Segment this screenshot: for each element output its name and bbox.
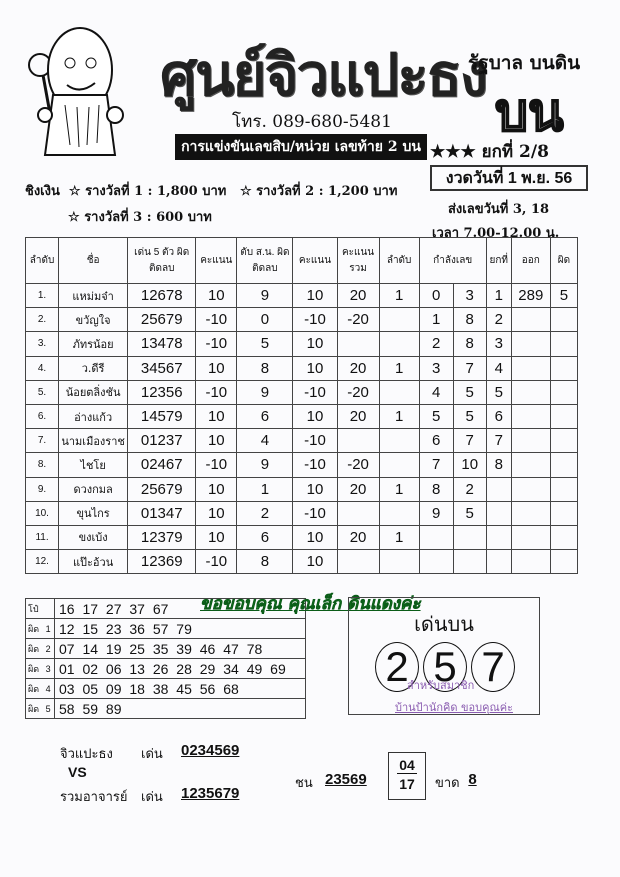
prize-line-1 xyxy=(25,180,397,201)
table-cell: 3 xyxy=(419,356,453,380)
send-dates: ส่งเลขวันที่ 3, 18 xyxy=(448,202,550,217)
table-cell: 12356 xyxy=(128,380,196,404)
table-cell: 5 xyxy=(550,284,577,308)
table-cell: 8 xyxy=(237,356,293,380)
table-cell xyxy=(337,550,379,574)
table-cell: 20 xyxy=(337,356,379,380)
table-cell: 10 xyxy=(293,550,337,574)
time-window: เวลา 7.00-12.00 น. xyxy=(432,226,560,241)
table-cell: -10 xyxy=(293,308,337,332)
table-cell: 20 xyxy=(337,525,379,549)
top-digit-2: 5 xyxy=(423,642,467,692)
table-cell: 8 xyxy=(237,550,293,574)
prize-1-label: รางวัลที่ 1 : xyxy=(85,184,153,199)
table-cell: นามเมืองราช xyxy=(59,429,128,453)
table-cell xyxy=(511,501,550,525)
table-cell: น้อยตลิ่งชัน xyxy=(59,380,128,404)
table-cell: 10 xyxy=(196,477,237,501)
table-row xyxy=(26,308,578,332)
table-cell: 5 xyxy=(486,380,511,404)
score-fraction xyxy=(388,752,426,800)
table-cell: -10 xyxy=(196,332,237,356)
table-cell xyxy=(511,477,550,501)
prize-3-label: รางวัลที่ 3 : xyxy=(84,210,152,225)
table-cell: 6 xyxy=(237,525,293,549)
column-header: ลำดับ xyxy=(26,238,59,284)
column-header: ออก xyxy=(511,238,550,284)
miss-row xyxy=(26,619,306,639)
table-row xyxy=(26,404,578,428)
table-cell: 8 xyxy=(419,477,453,501)
table-cell xyxy=(486,550,511,574)
table-cell: 10 xyxy=(293,332,337,356)
table-cell: 6. xyxy=(26,404,59,428)
table-cell xyxy=(511,453,550,477)
page-title: ศูนย์จิวแปะธง xyxy=(160,41,487,109)
table-cell: 3. xyxy=(26,332,59,356)
prize-line-2 xyxy=(68,206,212,227)
table-cell xyxy=(419,525,453,549)
thanks-watermark: ขอขอบคุณ คุณเล็ก ดินแดงค่ะ xyxy=(200,594,421,614)
table-cell xyxy=(379,380,419,404)
column-header: ผิด xyxy=(550,238,577,284)
table-cell: 10 xyxy=(293,284,337,308)
table-cell xyxy=(550,332,577,356)
table-cell: 1 xyxy=(486,284,511,308)
table-cell: 5 xyxy=(453,404,486,428)
table-cell: 1 xyxy=(379,404,419,428)
top-pick-label: เด่นบน xyxy=(414,612,474,636)
table-row xyxy=(26,429,578,453)
scores-table xyxy=(25,237,578,574)
star-icon: ☆ xyxy=(230,184,257,199)
table-cell: 0 xyxy=(419,284,453,308)
table-cell: 9 xyxy=(419,501,453,525)
stars-icon: ★★★ xyxy=(430,142,476,162)
table-cell: 7 xyxy=(419,453,453,477)
table-cell: 1 xyxy=(379,356,419,380)
table-cell: ขุนไกร xyxy=(59,501,128,525)
table-cell: ไชโย xyxy=(59,453,128,477)
thanks-note: บ้านป้านักคิด ขอบคุณค่ะ xyxy=(395,701,513,714)
table-cell xyxy=(511,356,550,380)
column-header: คะแนน รวม xyxy=(337,238,379,284)
table-header xyxy=(26,238,578,284)
prize-lead: ชิงเงิน xyxy=(25,184,60,199)
member-note: สำหรับสมาชิก xyxy=(407,679,475,692)
table-cell xyxy=(453,525,486,549)
miss-row xyxy=(26,679,306,699)
table-cell: 9. xyxy=(26,477,59,501)
table-cell xyxy=(550,308,577,332)
table-cell: 7 xyxy=(486,429,511,453)
table-cell: ขวัญใจ xyxy=(59,308,128,332)
table-cell: 20 xyxy=(337,404,379,428)
table-cell xyxy=(511,429,550,453)
table-cell: ภัทรน้อย xyxy=(59,332,128,356)
table-cell xyxy=(511,525,550,549)
miss-row xyxy=(26,659,306,679)
table-cell: -10 xyxy=(196,453,237,477)
miss-label: ผิด 1 xyxy=(26,619,55,639)
table-cell: 10 xyxy=(293,477,337,501)
table-cell: 1 xyxy=(379,477,419,501)
miss-label: โป๋ xyxy=(26,599,55,619)
fraction-top: 04 xyxy=(397,757,417,774)
table-cell: 10 xyxy=(293,525,337,549)
table-cell: 1 xyxy=(237,477,293,501)
table-cell xyxy=(550,429,577,453)
top-digit-3: 7 xyxy=(471,642,515,692)
table-cell xyxy=(550,550,577,574)
star-icon: ☆ xyxy=(64,184,86,199)
table-cell: 7. xyxy=(26,429,59,453)
table-cell: 9 xyxy=(237,453,293,477)
table-cell: ขงเบ้ง xyxy=(59,525,128,549)
table-row xyxy=(26,284,578,308)
fraction-bottom: 17 xyxy=(399,776,415,792)
win-label: ชน xyxy=(295,776,313,791)
miss-numbers: 03 05 09 18 38 45 56 68 xyxy=(55,679,306,699)
table-cell: 1 xyxy=(379,284,419,308)
table-row xyxy=(26,501,578,525)
miss-label: ผิด 2 xyxy=(26,639,55,659)
table-cell xyxy=(379,308,419,332)
table-cell xyxy=(511,308,550,332)
table-cell xyxy=(379,550,419,574)
table-cell: 20 xyxy=(337,477,379,501)
table-cell: 8 xyxy=(486,453,511,477)
table-cell: 10 xyxy=(196,525,237,549)
table-cell: ดวงกมล xyxy=(59,477,128,501)
team-a-name: จิวแปะธง xyxy=(60,747,113,762)
miss-label: ผิด 3 xyxy=(26,659,55,679)
table-cell xyxy=(379,332,419,356)
table-body xyxy=(26,284,578,574)
table-cell: 2 xyxy=(237,501,293,525)
table-cell xyxy=(511,380,550,404)
table-cell: 4 xyxy=(486,356,511,380)
table-cell: 34567 xyxy=(128,356,196,380)
table-cell: 02467 xyxy=(128,453,196,477)
lose-label: ขาด xyxy=(435,776,460,791)
column-header: คะแนน xyxy=(293,238,337,284)
top-digit-1: 2 xyxy=(375,642,419,692)
table-cell: -10 xyxy=(293,453,337,477)
table-row xyxy=(26,356,578,380)
table-cell xyxy=(550,525,577,549)
table-cell: 6 xyxy=(486,404,511,428)
table-cell: 12678 xyxy=(128,284,196,308)
table-cell xyxy=(511,332,550,356)
table-cell: 8 xyxy=(453,308,486,332)
table-cell: 10 xyxy=(196,284,237,308)
table-cell: -10 xyxy=(196,308,237,332)
team-b-label: เด่น xyxy=(141,790,163,805)
table-cell: 7 xyxy=(453,429,486,453)
table-cell xyxy=(379,453,419,477)
table-cell xyxy=(419,550,453,574)
table-cell: -20 xyxy=(337,453,379,477)
table-cell xyxy=(486,477,511,501)
table-cell: 1 xyxy=(419,308,453,332)
column-header: ยกที่ xyxy=(486,238,511,284)
table-cell: 3 xyxy=(453,284,486,308)
table-row xyxy=(26,453,578,477)
table-cell: 1. xyxy=(26,284,59,308)
table-cell: 10 xyxy=(196,404,237,428)
miss-numbers: 12 15 23 36 57 79 xyxy=(55,619,306,639)
column-header: กำลังเลข xyxy=(419,238,486,284)
table-cell xyxy=(550,477,577,501)
mascot-illustration xyxy=(15,15,125,165)
table-cell: 13478 xyxy=(128,332,196,356)
table-cell: 8. xyxy=(26,453,59,477)
miss-numbers: 01 02 06 13 26 28 29 34 49 69 xyxy=(55,659,306,679)
column-header: เด่น 5 ตัว ผิดติดลบ xyxy=(128,238,196,284)
table-cell: 5 xyxy=(453,380,486,404)
table-cell: -20 xyxy=(337,380,379,404)
table-cell: ว.ดีรี xyxy=(59,356,128,380)
table-cell xyxy=(550,356,577,380)
table-cell: 14579 xyxy=(128,404,196,428)
table-cell xyxy=(379,429,419,453)
table-cell: 12. xyxy=(26,550,59,574)
table-cell: 10 xyxy=(453,453,486,477)
table-cell: 25679 xyxy=(128,477,196,501)
table-cell: 8 xyxy=(453,332,486,356)
prize-1-amount: 1,800 บาท xyxy=(157,184,227,199)
phone-number: โทร. 089-680-5481 xyxy=(232,112,392,132)
table-cell xyxy=(486,501,511,525)
table-cell: 11. xyxy=(26,525,59,549)
table-cell: 20 xyxy=(337,284,379,308)
table-cell: 2 xyxy=(419,332,453,356)
table-cell xyxy=(486,525,511,549)
team-b-value: 1235679 xyxy=(181,785,240,802)
table-cell: 5 xyxy=(419,404,453,428)
prize-3-amount: 600 บาท xyxy=(156,210,212,225)
table-cell: 289 xyxy=(511,284,550,308)
table-cell: 0 xyxy=(237,308,293,332)
prize-2-amount: 1,200 บาท xyxy=(328,184,398,199)
table-cell xyxy=(511,550,550,574)
table-cell: แป๊ะอ้วน xyxy=(59,550,128,574)
table-cell: -10 xyxy=(293,429,337,453)
table-cell xyxy=(550,380,577,404)
table-row xyxy=(26,525,578,549)
miss-numbers: 58 59 89 xyxy=(55,699,306,719)
table-cell: 5 xyxy=(453,501,486,525)
table-cell: 4. xyxy=(26,356,59,380)
table-cell: 6 xyxy=(419,429,453,453)
table-cell: อ่างแก้ว xyxy=(59,404,128,428)
table-cell: 9 xyxy=(237,380,293,404)
table-cell: 10 xyxy=(196,356,237,380)
competition-banner: การแข่งขันเลขสิบ/หน่วย เลขท้าย 2 บน xyxy=(175,134,427,160)
miss-numbers: 07 14 19 25 35 39 46 47 78 xyxy=(55,639,306,659)
column-header: คะแนน xyxy=(196,238,237,284)
table-cell: -10 xyxy=(196,380,237,404)
team-a-label: เด่น xyxy=(141,747,163,762)
prize-2-label: รางวัลที่ 2 : xyxy=(256,184,324,199)
table-cell: 5 xyxy=(237,332,293,356)
table-cell: -10 xyxy=(293,380,337,404)
lose-value: 8 xyxy=(468,771,477,788)
team-b-name: รวมอาจารย์ xyxy=(60,790,128,805)
table-cell: 10 xyxy=(293,356,337,380)
table-row xyxy=(26,477,578,501)
versus-label: VS xyxy=(68,764,87,780)
table-cell: 3 xyxy=(486,332,511,356)
column-header: ลำดับ xyxy=(379,238,419,284)
table-cell: 4 xyxy=(237,429,293,453)
miss-numbers: 16 17 27 37 67 xyxy=(55,599,306,619)
draw-date: งวดวันที่ 1 พ.ย. 56 xyxy=(430,165,588,191)
table-row xyxy=(26,332,578,356)
table-row xyxy=(26,380,578,404)
table-cell: 9 xyxy=(237,284,293,308)
round-label: ยกที่ 2/8 xyxy=(481,142,549,162)
table-cell: 10. xyxy=(26,501,59,525)
table-cell: 10 xyxy=(196,429,237,453)
table-row xyxy=(26,550,578,574)
table-cell: 2 xyxy=(453,477,486,501)
team-a-value: 0234569 xyxy=(181,742,240,759)
table-cell: 5. xyxy=(26,380,59,404)
table-cell: 10 xyxy=(293,404,337,428)
table-cell: แหม่มจ๋า xyxy=(59,284,128,308)
table-cell: 2 xyxy=(486,308,511,332)
table-cell xyxy=(453,550,486,574)
miss-label: ผิด 5 xyxy=(26,699,55,719)
table-cell xyxy=(337,332,379,356)
table-cell: 10 xyxy=(196,501,237,525)
category-label: รัฐบาล บนดิน xyxy=(468,52,581,74)
table-cell: 2. xyxy=(26,308,59,332)
column-header: ตับ ส.น. ผิดติดลบ xyxy=(237,238,293,284)
table-cell xyxy=(379,501,419,525)
table-cell xyxy=(550,453,577,477)
table-cell: 7 xyxy=(453,356,486,380)
table-cell: 6 xyxy=(237,404,293,428)
table-cell: 4 xyxy=(419,380,453,404)
table-cell xyxy=(550,501,577,525)
miss-row xyxy=(26,639,306,659)
table-cell xyxy=(550,404,577,428)
table-cell: -10 xyxy=(293,501,337,525)
column-header: ชื่อ xyxy=(59,238,128,284)
win-value: 23569 xyxy=(325,771,367,788)
table-cell: 01347 xyxy=(128,501,196,525)
table-cell xyxy=(337,429,379,453)
table-cell xyxy=(511,404,550,428)
table-cell xyxy=(337,501,379,525)
table-cell: -10 xyxy=(196,550,237,574)
star-icon: ☆ xyxy=(68,210,85,225)
miss-row xyxy=(26,699,306,719)
table-cell: 12379 xyxy=(128,525,196,549)
table-cell: 01237 xyxy=(128,429,196,453)
table-cell: 25679 xyxy=(128,308,196,332)
table-cell: -20 xyxy=(337,308,379,332)
big-label: บน xyxy=(495,83,564,143)
table-cell: 1 xyxy=(379,525,419,549)
table-cell: 12369 xyxy=(128,550,196,574)
miss-label: ผิด 4 xyxy=(26,679,55,699)
